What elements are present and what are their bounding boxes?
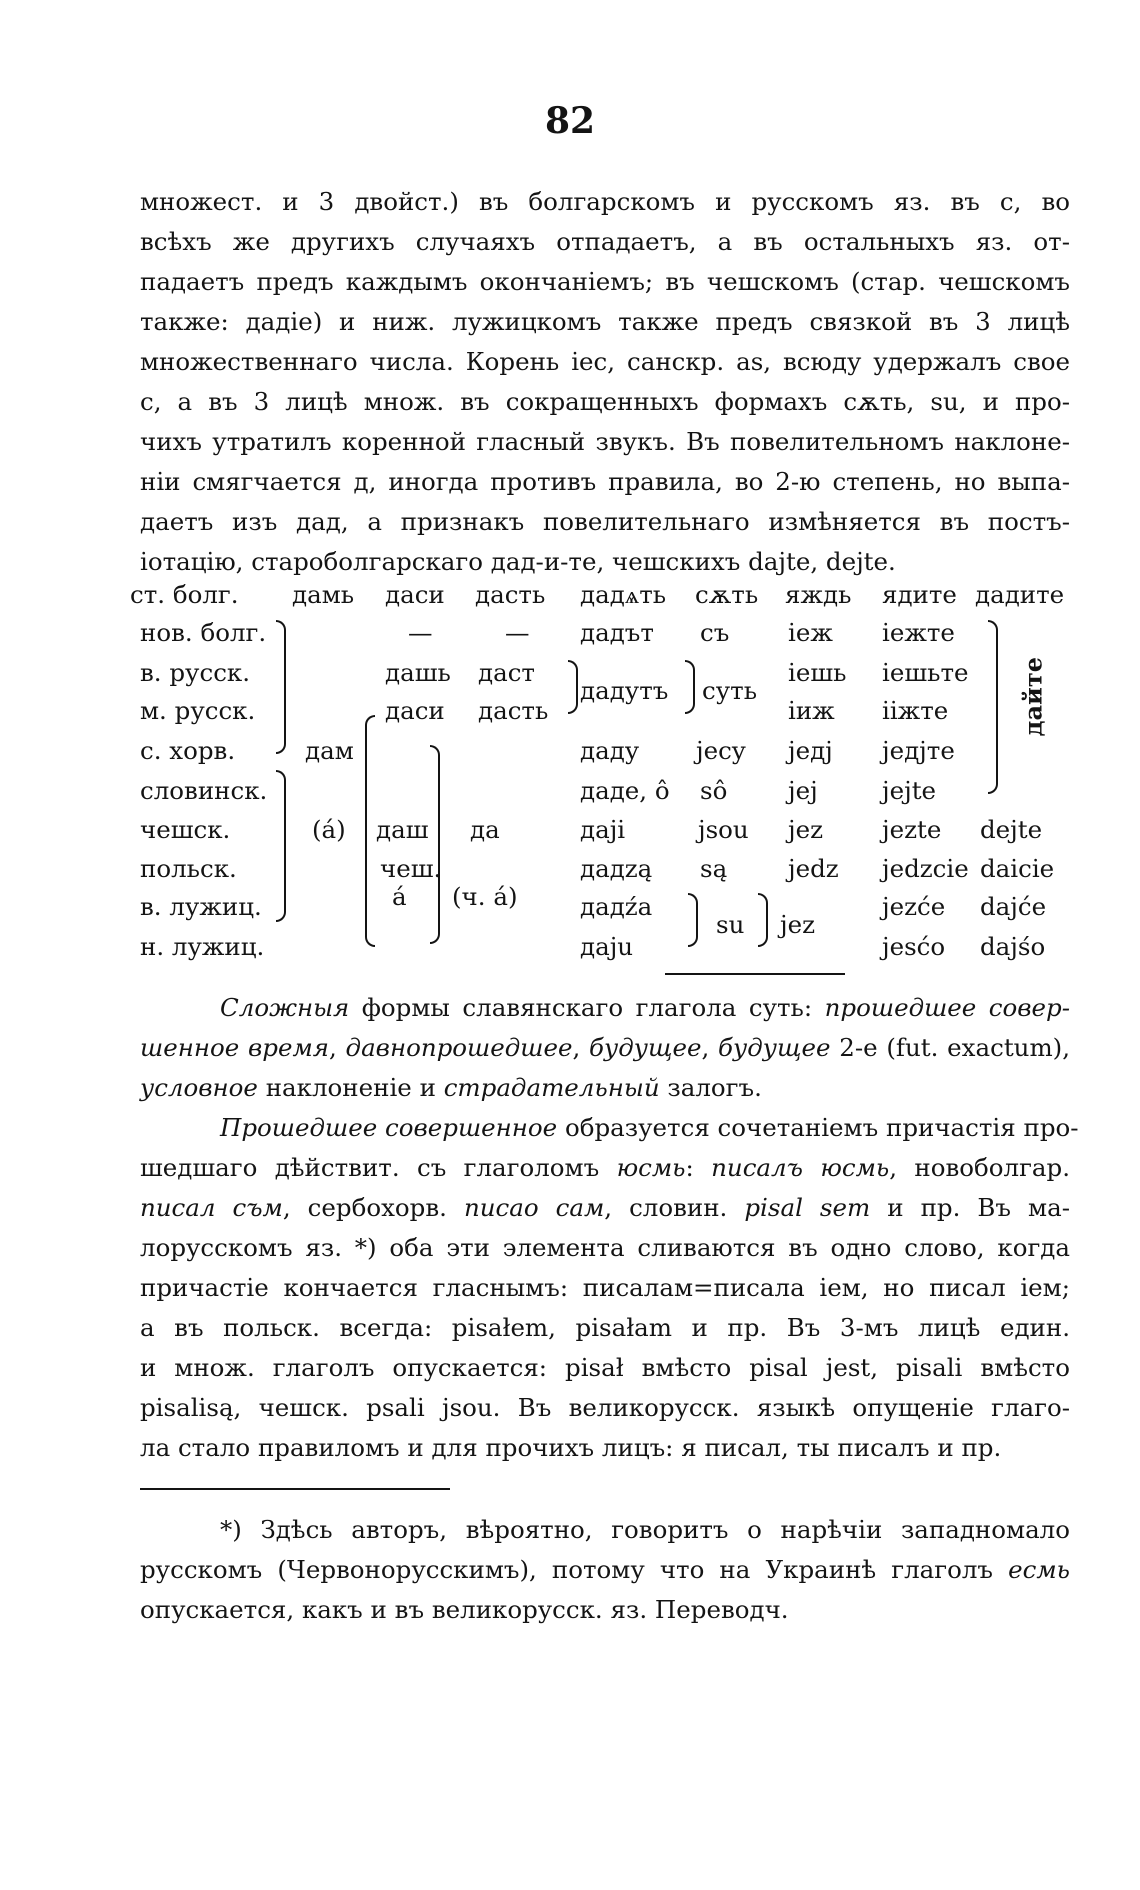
text-line: с, а въ 3 лицѣ множ. въ сокращенныхъ формахъ сѫть, su, и про- xyxy=(140,387,1070,416)
table-header-cell: яждь xyxy=(785,580,852,609)
text-line xyxy=(140,1348,1070,1388)
conjugation-table xyxy=(130,575,1070,970)
italic-run: шенное время xyxy=(140,1033,329,1062)
footnote-rule xyxy=(140,1488,450,1490)
table-cell: съ xyxy=(700,618,730,647)
table-cell: dajće xyxy=(980,892,1047,921)
text-run: ла стало правиломъ и для прочихъ лицъ: я писал, ты писалъ и пр. xyxy=(140,1433,1002,1462)
table-header-cell: сѫть xyxy=(695,580,759,609)
table-cell: jezće xyxy=(882,892,946,921)
table-cell: даст xyxy=(478,658,535,687)
table-cell: jejte xyxy=(882,776,937,805)
text-run: , xyxy=(572,1033,590,1062)
text-line xyxy=(140,1428,1070,1468)
text-run: причастіе кончается гласнымъ: писалам=писала іем, но писал іем; xyxy=(140,1273,1070,1302)
table-cell: дам xyxy=(305,736,354,765)
text-line xyxy=(140,1550,1070,1590)
table-header-cell: дадите xyxy=(975,580,1065,609)
text-run: наклоненіе и xyxy=(257,1073,444,1102)
table-header-cell: дасть xyxy=(475,580,546,609)
text-run: *) Здѣсь авторъ, вѣроятно, говоритъ о нарѣчіи западномало xyxy=(220,1515,1070,1544)
table-cell: daicie xyxy=(980,854,1055,883)
brace xyxy=(276,770,286,922)
table-cell: jez xyxy=(780,910,816,939)
text-line xyxy=(140,1388,1070,1428)
italic-run: Прошедшее совершенное xyxy=(220,1113,558,1142)
text-run: 2-е (fut. exactum), xyxy=(830,1033,1071,1062)
table-cell: суть xyxy=(702,676,758,705)
table-header-language: ст. болг. xyxy=(130,580,239,609)
italic-run: будущее xyxy=(718,1033,831,1062)
text-line xyxy=(140,1268,1070,1308)
table-cell: jesćo xyxy=(882,932,946,961)
text-line: ніи смягчается д, иногда противъ правила, во 2-ю степень, но выпа- xyxy=(140,467,1070,496)
brace xyxy=(430,745,440,944)
text-line: также: дадіе) и ниж. лужицкомъ также предъ связкой въ 3 лицѣ xyxy=(140,307,1070,336)
paragraph-past-perfect xyxy=(140,1108,1079,1468)
table-cell: іешьте xyxy=(882,658,969,687)
table-cell: да xyxy=(470,815,500,844)
text-run: , словин. xyxy=(604,1193,745,1222)
table-language: чешск. xyxy=(140,815,231,844)
table-cell: jez xyxy=(788,815,824,844)
table-cell: даju xyxy=(580,932,634,961)
table-rule xyxy=(665,973,845,975)
italic-run: страдательный xyxy=(443,1073,660,1102)
italic-run: давнопрошедшее xyxy=(345,1033,573,1062)
table-cell: (á) xyxy=(312,815,346,844)
table-cell: á xyxy=(392,882,407,911)
table-cell: дадът xyxy=(580,618,654,647)
table-cell: — xyxy=(505,618,530,647)
text-run: , новоболгар. xyxy=(889,1153,1071,1182)
text-run: а въ польск. всегда: pisałem, pisałam и пр. Въ 3-мъ лицѣ един. xyxy=(140,1313,1070,1342)
italic-run: есмь xyxy=(1008,1555,1070,1584)
text-line: іотацію, староболгарскаго дад-и-те, чешскихъ dajte, dejte. xyxy=(140,547,896,576)
brace xyxy=(276,620,286,754)
text-run: , xyxy=(328,1033,346,1062)
text-line xyxy=(140,1068,1070,1108)
table-language: в. лужиц. xyxy=(140,892,262,921)
text-run: pisalisą, чешск. psali jsou. Въ великорусск. языкѣ опущеніе глаго- xyxy=(140,1393,1070,1422)
text-line xyxy=(140,988,1070,1028)
italic-run: писао сам xyxy=(463,1193,605,1222)
italic-run: писалъ юсмь xyxy=(711,1153,890,1182)
table-cell: — xyxy=(408,618,433,647)
table-cell: jsou xyxy=(698,815,749,844)
table-cell: dejte xyxy=(980,815,1043,844)
italic-run: pisal sem xyxy=(744,1193,871,1222)
brace xyxy=(685,660,695,714)
table-cell: даш xyxy=(376,815,429,844)
paragraph-compound-forms xyxy=(140,988,1070,1108)
text-line: множественнаго числа. Корень іес, санскр. as, всюду удержалъ свое xyxy=(140,347,1070,376)
table-cell: даде, ô xyxy=(580,776,670,805)
text-run: : xyxy=(685,1153,712,1182)
italic-run: будущее xyxy=(589,1033,702,1062)
table-cell: jedz xyxy=(788,854,839,883)
table-cell: іежте xyxy=(882,618,955,647)
text-run: залогъ. xyxy=(659,1073,762,1102)
text-run: лорусскомъ яз. *) оба эти элемента сливаются въ одно слово, когда xyxy=(140,1233,1070,1262)
table-cell: sô xyxy=(700,776,728,805)
table-cell: jedzcie xyxy=(882,854,969,883)
table-language: нов. болг. xyxy=(140,618,267,647)
text-line xyxy=(140,1308,1070,1348)
table-cell: іиж xyxy=(788,696,835,725)
italic-run: прошедшее совер- xyxy=(824,993,1070,1022)
table-cell: даду xyxy=(580,736,640,765)
table-cell: jezte xyxy=(882,815,942,844)
text-line: чихъ утратилъ коренной гласный звукъ. Въ повелительномъ наклоне- xyxy=(140,427,1070,456)
text-line xyxy=(140,1510,1070,1550)
page-number: 82 xyxy=(544,100,596,142)
table-cell: su xyxy=(716,910,745,939)
text-run: и пр. Въ ма- xyxy=(870,1193,1070,1222)
table-cell: чеш. xyxy=(380,854,442,883)
table-cell: дадzą xyxy=(580,854,653,883)
table-header-cell: даси xyxy=(385,580,445,609)
text-run: образуется сочетаніемъ причастія про- xyxy=(557,1113,1079,1142)
text-run: шедшаго дѣйствит. съ глаголомъ xyxy=(140,1153,617,1182)
text-line: даетъ изъ дад, а признакъ повелительнаго измѣняется въ постъ- xyxy=(140,507,1070,536)
text-line xyxy=(140,1590,1070,1630)
table-cell: іешь xyxy=(788,658,847,687)
table-cell: jeдjте xyxy=(882,736,955,765)
table-cell: jeдj xyxy=(788,736,833,765)
table-cell: (ч. á) xyxy=(452,882,518,911)
italic-run: юсмь xyxy=(616,1153,686,1182)
brace xyxy=(758,893,768,947)
text-run: , xyxy=(701,1033,719,1062)
text-line xyxy=(140,1188,1070,1228)
table-cell: іiжте xyxy=(882,696,949,725)
brace xyxy=(568,660,578,714)
text-run: опускается, какъ и въ великорусск. яз. Переводч. xyxy=(140,1595,789,1624)
table-cell: dajśo xyxy=(980,932,1046,961)
footnote xyxy=(140,1510,1070,1630)
table-cell: jecy xyxy=(696,736,746,765)
italic-run: писал съм xyxy=(140,1193,283,1222)
table-cell: даси xyxy=(385,696,445,725)
table-language: с. хорв. xyxy=(140,736,236,765)
paragraph-conjugation-notes xyxy=(140,182,1070,582)
text-run: и множ. глаголъ опускается: pisał вмѣсто pisal jest, pisali вмѣсто xyxy=(140,1353,1070,1382)
brace xyxy=(688,893,698,947)
table-cell: дадутъ xyxy=(580,676,669,705)
text-line xyxy=(140,1148,1070,1188)
text-line: всѣхъ же другихъ случаяхъ отпадаетъ, а въ остальныхъ яз. от- xyxy=(140,227,1070,256)
table-cell: дадźа xyxy=(580,892,653,921)
italic-run: условное xyxy=(140,1073,258,1102)
table-cell: jej xyxy=(788,776,818,805)
table-language: словинск. xyxy=(140,776,268,805)
text-line xyxy=(140,1028,1070,1068)
table-language: в. русск. xyxy=(140,658,251,687)
text-run: , сербохорв. xyxy=(282,1193,464,1222)
table-language: м. русск. xyxy=(140,696,256,725)
table-language: польск. xyxy=(140,854,237,883)
text-run: русскомъ (Червонорусскимъ), потому что на Украинѣ глаголъ xyxy=(140,1555,1009,1584)
text-line: множест. и 3 двойст.) въ болгарскомъ и русскомъ яз. въ с, во xyxy=(140,187,1070,216)
table-header-cell: ядите xyxy=(882,580,957,609)
table-cell: дасть xyxy=(478,696,549,725)
table-cell: іеж xyxy=(788,618,833,647)
text-line: падаетъ предъ каждымъ окончаніемъ; въ чешскомъ (стар. чешскомъ xyxy=(140,267,1070,296)
brace xyxy=(988,620,998,794)
text-line xyxy=(140,1108,1079,1148)
italic-run: Сложныя xyxy=(220,993,350,1022)
text-run: формы славянскаго глагола суть: xyxy=(349,993,825,1022)
table-language: н. лужиц. xyxy=(140,932,265,961)
brace xyxy=(365,715,375,947)
side-label: дайте xyxy=(1018,657,1048,737)
table-header-cell: дамь xyxy=(292,580,355,609)
table-cell: даji xyxy=(580,815,626,844)
table-header-cell: дадѧть xyxy=(580,580,667,609)
table-cell: są xyxy=(700,854,728,883)
table-cell: дашь xyxy=(385,658,451,687)
text-line xyxy=(140,1228,1070,1268)
